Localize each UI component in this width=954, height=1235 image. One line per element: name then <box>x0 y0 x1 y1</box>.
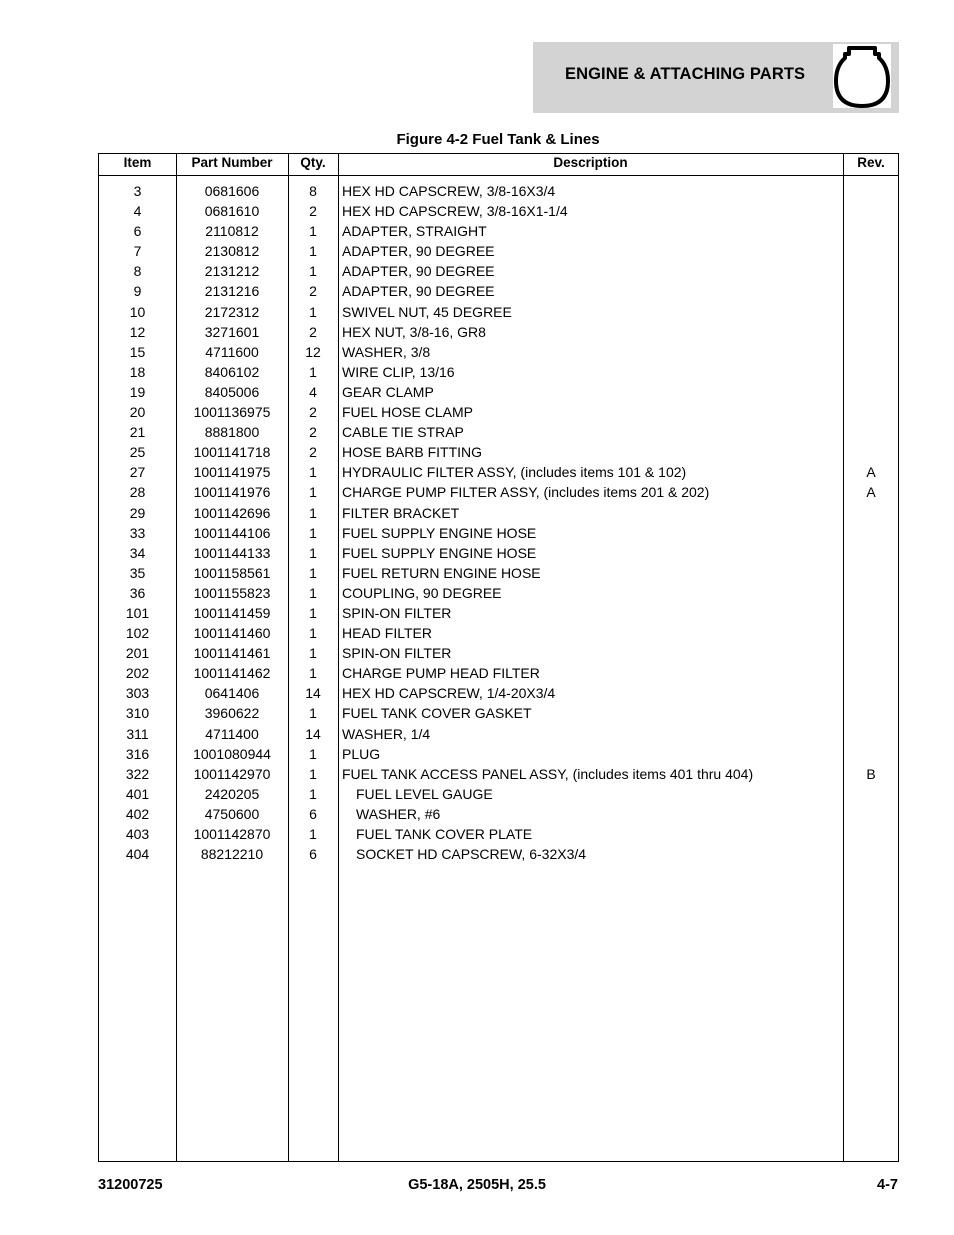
description-cell: HEX NUT, 3/8-16, GR8 <box>342 323 486 340</box>
part-number-cell: 1001158561 <box>193 564 271 581</box>
item-cell: 25 <box>129 444 146 461</box>
table-row <box>99 585 898 605</box>
table-row <box>99 364 898 384</box>
description-cell: WASHER, #6 <box>356 805 441 822</box>
table-row <box>99 605 898 625</box>
description-cell: GEAR CLAMP <box>342 383 434 400</box>
item-cell: 402 <box>125 805 150 822</box>
description-cell: HYDRAULIC FILTER ASSY, (includes items 101 & 102) <box>342 464 687 481</box>
qty-cell: 12 <box>305 343 321 360</box>
table-row <box>99 826 898 846</box>
item-cell: 21 <box>129 424 146 441</box>
table-row <box>99 384 898 404</box>
item-cell: 34 <box>129 544 146 561</box>
part-number-cell: 8881800 <box>204 424 260 441</box>
part-number-cell: 1001141976 <box>193 484 271 501</box>
table-row <box>99 344 898 364</box>
item-cell: 35 <box>129 564 146 581</box>
table-row <box>99 766 898 786</box>
item-cell: 28 <box>129 484 146 501</box>
part-number-cell: 1001141459 <box>193 604 271 621</box>
item-cell: 401 <box>125 785 150 802</box>
item-cell: 8 <box>133 263 142 280</box>
part-number-cell: 2131212 <box>204 263 260 280</box>
table-row <box>99 846 898 866</box>
table-row <box>99 625 898 645</box>
qty-cell: 14 <box>305 725 321 742</box>
column-header-part-number: Part Number <box>191 155 273 170</box>
qty-cell: 1 <box>309 765 317 782</box>
qty-cell: 1 <box>309 263 317 280</box>
description-cell: CHARGE PUMP HEAD FILTER <box>342 665 540 682</box>
rev-cell: A <box>866 464 876 481</box>
description-cell: HEX HD CAPSCREW, 3/8-16X1-1/4 <box>342 203 568 220</box>
description-cell: HEX HD CAPSCREW, 3/8-16X3/4 <box>342 183 556 199</box>
qty-cell: 1 <box>309 645 317 662</box>
description-cell: WASHER, 3/8 <box>342 343 431 360</box>
qty-cell: 1 <box>309 785 317 802</box>
table-row <box>99 645 898 665</box>
qty-cell: 1 <box>309 705 317 722</box>
qty-cell: 2 <box>309 444 317 461</box>
part-number-cell: 1001142970 <box>193 765 271 782</box>
qty-cell: 6 <box>309 846 317 863</box>
qty-cell: 4 <box>309 383 317 400</box>
item-cell: 3 <box>133 183 142 199</box>
table-row <box>99 806 898 826</box>
qty-cell: 1 <box>309 745 317 762</box>
item-cell: 10 <box>129 303 146 320</box>
qty-cell: 8 <box>309 183 317 199</box>
table-row <box>99 404 898 424</box>
parts-table <box>98 153 899 1162</box>
part-number-cell: 2131216 <box>204 283 260 300</box>
description-cell: SWIVEL NUT, 45 DEGREE <box>342 303 512 320</box>
table-row <box>99 746 898 766</box>
item-cell: 316 <box>125 745 150 762</box>
qty-cell: 2 <box>309 203 317 220</box>
item-cell: 101 <box>125 604 150 621</box>
description-cell: ADAPTER, 90 DEGREE <box>342 243 495 260</box>
description-cell: FUEL TANK COVER PLATE <box>356 826 533 842</box>
description-cell: FUEL TANK COVER GASKET <box>342 705 532 722</box>
part-number-cell: 1001136975 <box>193 404 271 421</box>
part-number-cell: 1001144106 <box>193 524 271 541</box>
description-cell: CABLE TIE STRAP <box>342 424 464 441</box>
part-number-cell: 1001080944 <box>193 745 271 762</box>
header-divider <box>99 175 898 176</box>
part-number-cell: 2130812 <box>204 243 260 260</box>
item-cell: 303 <box>125 685 150 702</box>
table-row <box>99 726 898 746</box>
description-cell: ADAPTER, STRAIGHT <box>342 223 487 240</box>
part-number-cell: 8405006 <box>204 383 260 400</box>
description-cell: WIRE CLIP, 13/16 <box>342 363 455 380</box>
part-number-cell: 1001141718 <box>193 444 271 461</box>
part-number-cell: 2420205 <box>204 785 260 802</box>
part-number-cell: 4711400 <box>205 725 259 742</box>
description-cell: ADAPTER, 90 DEGREE <box>342 283 495 300</box>
engine-outline-icon <box>833 44 891 108</box>
part-number-cell: 0681606 <box>204 183 260 199</box>
part-number-cell: 8406102 <box>204 363 260 380</box>
description-cell: HEAD FILTER <box>342 625 432 642</box>
qty-cell: 6 <box>309 805 317 822</box>
table-body <box>99 183 898 866</box>
qty-cell: 1 <box>309 564 317 581</box>
part-number-cell: 0681610 <box>204 203 260 220</box>
section-header <box>533 42 899 113</box>
description-cell: FILTER BRACKET <box>342 504 460 521</box>
description-cell: HOSE BARB FITTING <box>342 444 483 461</box>
item-cell: 4 <box>133 203 142 220</box>
item-cell: 29 <box>129 504 146 521</box>
table-row <box>99 183 898 203</box>
item-cell: 15 <box>129 343 146 360</box>
item-cell: 18 <box>129 363 146 380</box>
table-row <box>99 665 898 685</box>
item-cell: 36 <box>129 584 146 601</box>
item-cell: 9 <box>133 283 142 300</box>
qty-cell: 1 <box>309 584 317 601</box>
qty-cell: 1 <box>309 524 317 541</box>
part-number-cell: 1001141462 <box>193 665 271 682</box>
qty-cell: 1 <box>309 604 317 621</box>
footer-document-number: 31200725 <box>98 1177 163 1193</box>
qty-cell: 1 <box>309 303 317 320</box>
qty-cell: 1 <box>309 625 317 642</box>
table-row <box>99 484 898 504</box>
table-row <box>99 545 898 565</box>
item-cell: 27 <box>129 464 146 481</box>
part-number-cell: 0641406 <box>204 685 260 702</box>
part-number-cell: 3960622 <box>204 705 260 722</box>
item-cell: 102 <box>125 625 150 642</box>
table-row <box>99 263 898 283</box>
qty-cell: 2 <box>309 323 317 340</box>
item-cell: 7 <box>133 243 142 260</box>
table-row <box>99 223 898 243</box>
description-cell: FUEL RETURN ENGINE HOSE <box>342 564 541 581</box>
table-row <box>99 444 898 464</box>
table-row <box>99 203 898 223</box>
table-row <box>99 424 898 444</box>
qty-cell: 14 <box>305 685 321 702</box>
qty-cell: 1 <box>309 826 317 842</box>
description-cell: HEX HD CAPSCREW, 1/4-20X3/4 <box>342 685 556 702</box>
part-number-cell: 88212210 <box>200 846 264 863</box>
part-number-cell: 1001155823 <box>193 584 271 601</box>
column-header-item: Item <box>123 155 152 170</box>
description-cell: FUEL SUPPLY ENGINE HOSE <box>342 524 537 541</box>
figure-title: Figure 4-2 Fuel Tank & Lines <box>396 131 600 148</box>
qty-cell: 2 <box>309 424 317 441</box>
part-number-cell: 1001141460 <box>193 625 271 642</box>
column-header-qty: Qty. <box>300 155 326 170</box>
qty-cell: 1 <box>309 223 317 240</box>
item-cell: 20 <box>129 404 146 421</box>
column-header-rev: Rev. <box>857 155 885 170</box>
part-number-cell: 3271601 <box>204 323 260 340</box>
qty-cell: 1 <box>309 484 317 501</box>
table-row <box>99 243 898 263</box>
section-title: ENGINE & ATTACHING PARTS <box>565 65 806 83</box>
table-row <box>99 324 898 344</box>
rev-cell: A <box>866 484 876 501</box>
item-cell: 202 <box>125 665 150 682</box>
part-number-cell: 2110812 <box>205 223 259 240</box>
rev-cell: B <box>866 765 876 782</box>
table-row <box>99 705 898 725</box>
part-number-cell: 4750600 <box>204 805 260 822</box>
item-cell: 33 <box>129 524 146 541</box>
item-cell: 322 <box>125 765 150 782</box>
description-cell: COUPLING, 90 DEGREE <box>342 584 502 601</box>
item-cell: 404 <box>125 846 150 863</box>
item-cell: 6 <box>133 223 142 240</box>
item-cell: 310 <box>125 705 150 722</box>
table-row <box>99 304 898 324</box>
qty-cell: 2 <box>309 404 317 421</box>
footer-models: G5-18A, 2505H, 25.5 <box>408 1177 546 1193</box>
part-number-cell: 2172312 <box>204 303 260 320</box>
part-number-cell: 1001142696 <box>193 504 271 521</box>
part-number-cell: 1001142870 <box>193 826 271 842</box>
table-row <box>99 283 898 303</box>
part-number-cell: 1001144133 <box>193 544 271 561</box>
table-row <box>99 525 898 545</box>
description-cell: SPIN-ON FILTER <box>342 645 452 662</box>
description-cell: PLUG <box>342 745 381 762</box>
description-cell: FUEL LEVEL GAUGE <box>356 785 493 802</box>
qty-cell: 1 <box>309 544 317 561</box>
description-cell: FUEL SUPPLY ENGINE HOSE <box>342 544 537 561</box>
description-cell: ADAPTER, 90 DEGREE <box>342 263 495 280</box>
part-number-cell: 1001141461 <box>193 645 271 662</box>
part-number-cell: 4711600 <box>205 343 259 360</box>
description-cell: FUEL TANK ACCESS PANEL ASSY, (includes items 401 thru 404) <box>342 765 754 782</box>
qty-cell: 2 <box>309 283 317 300</box>
item-cell: 311 <box>126 725 149 742</box>
qty-cell: 1 <box>309 504 317 521</box>
description-cell: SOCKET HD CAPSCREW, 6-32X3/4 <box>356 846 587 863</box>
qty-cell: 1 <box>309 363 317 380</box>
footer-page-number: 4-7 <box>877 1177 898 1193</box>
item-cell: 201 <box>125 645 150 662</box>
column-header-description: Description <box>553 155 628 170</box>
description-cell: CHARGE PUMP FILTER ASSY, (includes items 201 & 202) <box>342 484 710 501</box>
item-cell: 19 <box>129 383 146 400</box>
part-number-cell: 1001141975 <box>193 464 271 481</box>
description-cell: SPIN-ON FILTER <box>342 604 452 621</box>
table-row <box>99 565 898 585</box>
table-row <box>99 786 898 806</box>
qty-cell: 1 <box>309 243 317 260</box>
qty-cell: 1 <box>309 464 317 481</box>
table-row <box>99 685 898 705</box>
table-row <box>99 505 898 525</box>
description-cell: WASHER, 1/4 <box>342 725 431 742</box>
item-cell: 12 <box>129 323 146 340</box>
description-cell: FUEL HOSE CLAMP <box>342 404 473 421</box>
item-cell: 403 <box>125 826 150 842</box>
table-row <box>99 464 898 484</box>
qty-cell: 1 <box>309 665 317 682</box>
